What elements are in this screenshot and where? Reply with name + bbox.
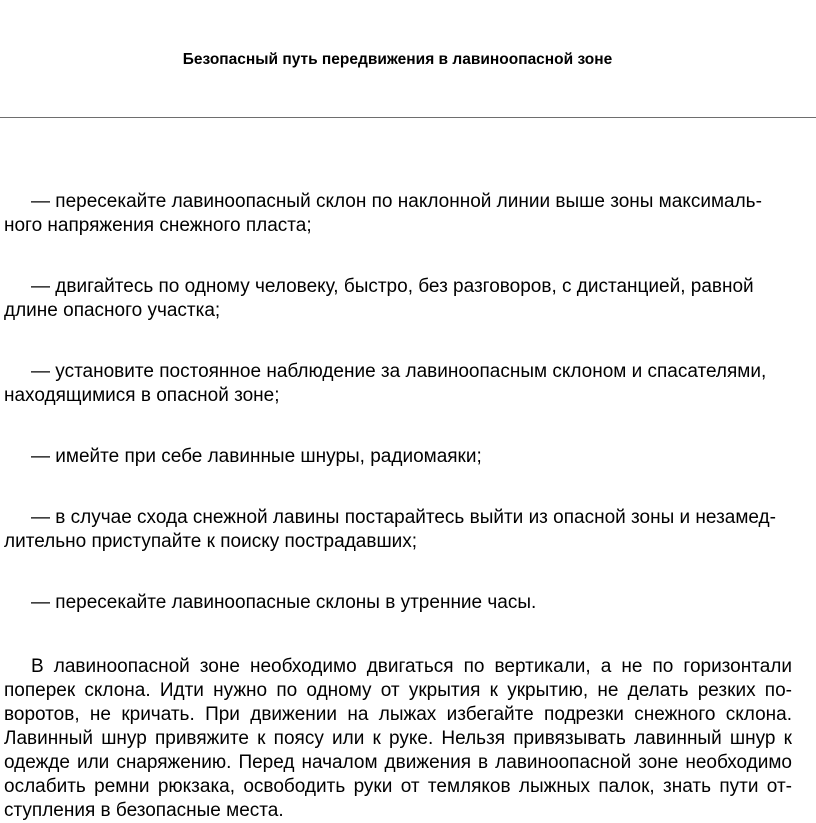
list-item: — имейте при себе лавинные шнуры, радиомаяки; xyxy=(31,446,482,467)
list-item: — установите постоянное наблюдение за лавиноопасным склоном и спасателями, находящимися в опасной зоне; xyxy=(4,361,767,406)
list-item: — двигайтесь по одному человеку, быстро, без разговоров, с дистанцией, равной длине опасного участка; xyxy=(4,276,754,321)
list-item: — пересекайте лавиноопасный склон по наклонной линии выше зоны максималь-ного напряжения снежного пласта; xyxy=(4,191,762,236)
page-title: Безопасный путь передвижения в лавиноопасной зоне xyxy=(182,51,613,68)
safety-rules-list xyxy=(4,190,794,652)
list-item: — в случае схода снежной лавины постарайтесь выйти из опасной зоны и незамед-лительно приступайте к поиску пострадавших; xyxy=(4,507,776,552)
closing-paragraph: В лавиноопасной зоне необходимо двигаться по вертикали, а не по горизонтали поперек склона. Идти нужно по одному от укрытия к укрытию, не делать резких по-воротов, не кричать. При движении на лыжах избегайте подрезки снежного склона. Лавинный шнур привяжите к поясу или к руке. Нельзя привязывать лавинный шнур к одежде или снаряжению. Перед началом движения в лавиноопасной зоне необходимо ослабить ремни рюкзака, освободить руки от темляков лыжных палок, знать пути от-ступления в безопасные места. xyxy=(4,656,792,821)
list-item: — пересекайте лавиноопасные склоны в утренние часы. xyxy=(31,592,537,613)
horizontal-divider xyxy=(0,117,816,118)
